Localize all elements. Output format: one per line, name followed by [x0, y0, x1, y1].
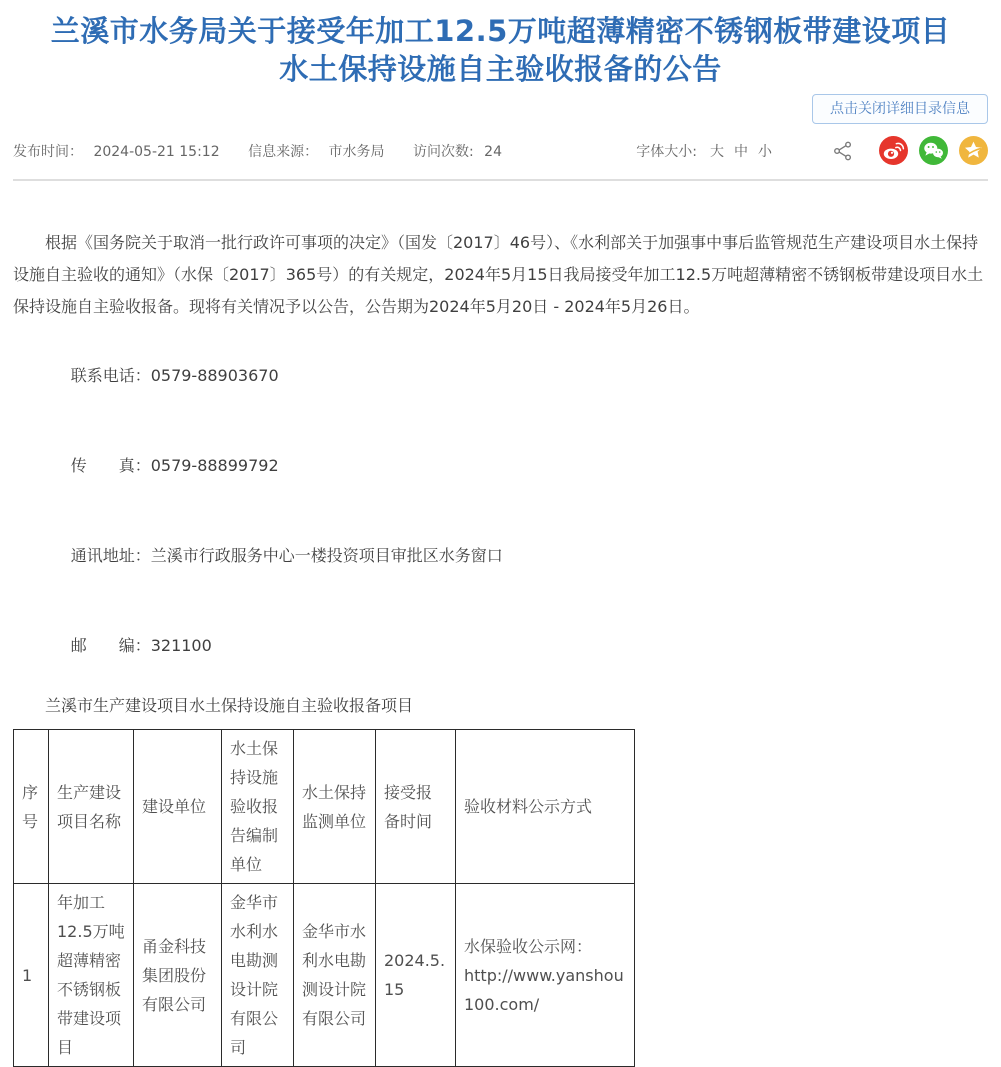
publish-time-label: 发布时间： — [13, 143, 83, 160]
col-header-report-compiler: 水土保持设施验收报告编制单位 — [222, 730, 294, 884]
contact-fax — [30, 421, 988, 511]
visits-value: 24 — [484, 143, 502, 160]
contact-phone-value: 0579-88903670 — [150, 366, 279, 385]
font-size-control — [636, 141, 777, 161]
visits-label: 访问次数: — [412, 143, 474, 160]
qzone-icon[interactable] — [959, 136, 988, 165]
cell-index: 1 — [14, 884, 49, 1067]
col-header-project-name: 生产建设项目名称 — [49, 730, 134, 884]
page-title — [13, 12, 988, 88]
page-title-line-1: 兰溪市水务局关于接受年加工12.5万吨超薄精密不锈钢板带建设项目 — [50, 14, 951, 48]
meta-actions — [636, 136, 988, 165]
toolbar-row — [13, 94, 988, 124]
contact-phone-label: 联系电话： — [70, 366, 151, 385]
contact-address-value: 兰溪市行政服务中心一楼投资项目审批区水务窗口 — [150, 546, 503, 565]
contact-phone — [30, 331, 988, 421]
source-value: 市水务局 — [328, 143, 385, 160]
font-size-medium-link[interactable]: 中 — [734, 143, 748, 160]
table-caption: 兰溪市生产建设项目水土保持设施自主验收报备项目 — [45, 696, 414, 715]
weibo-icon[interactable] — [879, 136, 908, 165]
cell-accept-date: 2024.5.15 — [376, 884, 456, 1067]
toggle-directory-button[interactable]: 点击关闭详细目录信息 — [812, 94, 988, 124]
meta-info — [13, 141, 508, 161]
col-header-index: 序号 — [14, 730, 49, 884]
wechat-icon[interactable] — [919, 136, 948, 165]
contact-address-label: 通讯地址： — [70, 546, 151, 565]
cell-publicity-method: 水保验收公示网：http://www.yanshou100.com/ — [456, 884, 635, 1067]
font-size-small-link[interactable]: 小 — [758, 143, 772, 160]
contact-info — [13, 331, 988, 691]
col-header-construction-unit: 建设单位 — [134, 730, 222, 884]
table-row — [14, 884, 635, 1067]
cell-project-name: 年加工12.5万吨超薄精密不锈钢板带建设项目 — [49, 884, 134, 1067]
article-body — [13, 227, 988, 1067]
font-size-label: 字体大小: — [636, 143, 697, 160]
cell-monitoring-unit: 金华市水利水电勘测设计院有限公司 — [294, 884, 376, 1067]
contact-address — [30, 511, 988, 601]
cell-report-compiler: 金华市水利水电勘测设计院有限公司 — [222, 884, 294, 1067]
share-icon[interactable] — [832, 140, 854, 162]
contact-postcode-value: 321100 — [150, 636, 212, 655]
page-title-line-2: 水土保持设施自主验收报备的公告 — [279, 52, 722, 86]
contact-postcode-label: 邮 编： — [70, 636, 151, 655]
announcement-paragraph: 根据《国务院关于取消一批行政许可事项的决定》（国发〔2017〕46号）、《水利部关于加强事中事后监管规范生产建设项目水土保持设施自主验收的通知》（水保〔2017〕365号）的有关规定，2024年5月15日我局接受年加工12.5万吨超薄精密不锈钢板带建设项目水土保持设施自主验收报备。现将有关情况予以公告，公告期为2024年5月20日 - 2024年5月26日。 — [13, 233, 984, 316]
publish-time-value: 2024-05-21 15:12 — [93, 143, 220, 160]
contact-fax-value: 0579-88899792 — [150, 456, 279, 475]
contact-postcode — [30, 601, 988, 691]
col-header-accept-date: 接受报备时间 — [376, 730, 456, 884]
col-header-monitoring-unit: 水土保持监测单位 — [294, 730, 376, 884]
cell-construction-unit: 甬金科技集团股份有限公司 — [134, 884, 222, 1067]
col-header-publicity-method: 验收材料公示方式 — [456, 730, 635, 884]
source-label: 信息来源： — [248, 143, 319, 160]
contact-fax-label: 传 真： — [70, 456, 151, 475]
header-divider — [13, 179, 988, 181]
report-table — [13, 729, 635, 1067]
meta-row — [13, 136, 988, 165]
font-size-large-link[interactable]: 大 — [710, 143, 724, 160]
table-header-row — [14, 730, 635, 884]
